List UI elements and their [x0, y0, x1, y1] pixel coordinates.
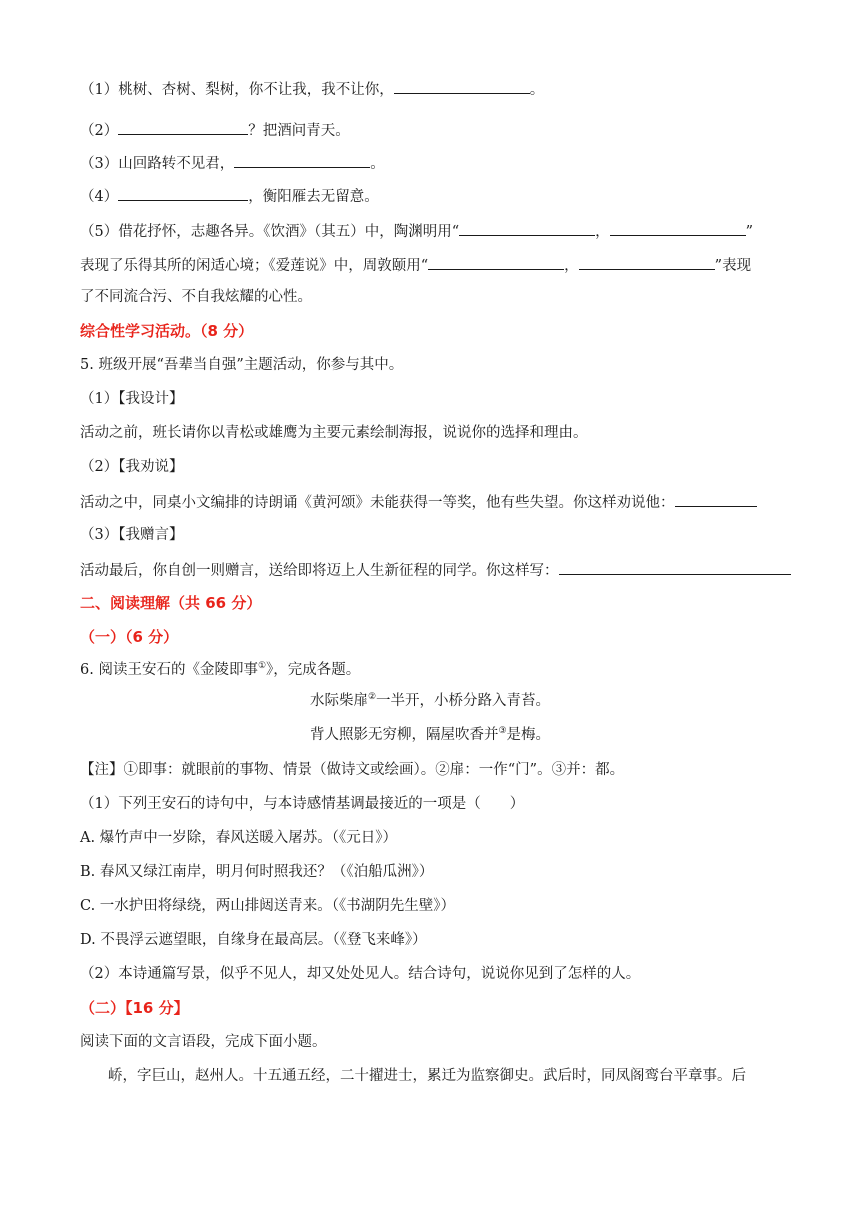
recite-q5-line2: [80, 254, 786, 276]
q-text: 。: [370, 156, 385, 172]
poem-line-1: [0, 691, 860, 711]
footnote-mark: ①: [257, 661, 267, 672]
q5-intro: 5. 班级开展“吾辈当自强”主题活动，你参与其中。: [80, 357, 404, 373]
poem-note: 【注】①即事：就眼前的事物、情景（做诗文或绘画）。②扉：一作“门”。③并：都。: [80, 762, 625, 778]
part-heading-1: （一）（6 分）: [80, 628, 179, 646]
q-text: 活动之中，同桌小文编排的诗朗诵《黄河颂》未能获得一等奖，他有些失望。你这样劝说他：: [80, 495, 675, 511]
q-text: 》，完成各题。: [266, 662, 361, 678]
option-a[interactable]: A. 爆竹声中一岁除，春风送暖入屠苏。（《元日》）: [80, 830, 397, 846]
q6-2: （2）本诗通篇写景，似乎不见人，却又处处见人。结合诗句，说说你见到了怎样的人。: [80, 966, 641, 982]
q-text: 。: [529, 82, 545, 98]
q-text: ，衡阳雁去无留意。: [248, 189, 379, 205]
answer-blank[interactable]: [428, 254, 564, 270]
recite-q2: [80, 119, 786, 141]
q-text: 活动最后，你自创一则赠言，送给即将迈上人生新征程的同学。你这样写：: [80, 563, 559, 579]
poem-text: 是梅。: [506, 727, 551, 743]
option-c[interactable]: C. 一水护田将绿绕，两山排闼送青来。（《书湖阴先生壁》）: [80, 898, 456, 914]
q-number: （4）: [80, 189, 119, 205]
q-text: ”: [745, 224, 754, 240]
section-heading-activity: 综合性学习活动。（8 分）: [80, 322, 254, 340]
recite-q1: [80, 78, 786, 100]
option-d[interactable]: D. 不畏浮云遮望眼，自缘身在最高层。（《登飞来峰》）: [80, 932, 427, 948]
part-heading-2: （二）【16 分】: [80, 999, 189, 1017]
footnote-mark: ③: [498, 726, 507, 737]
sub-title-persuade: （2）【我劝说】: [80, 459, 184, 475]
q-text: ，: [564, 258, 579, 274]
q-text: ？把酒问青天。: [248, 123, 350, 139]
q-text: 表现了乐得其所的闲适心境；《爱莲说》中，周敦颐用“: [80, 258, 429, 274]
q-number: （1）: [80, 82, 119, 98]
poem-text: 背人照影无穷柳，隔屋吹香并: [309, 727, 499, 743]
section-heading-reading: 二、阅读理解（共 66 分）: [80, 594, 262, 612]
q6-1: （1）下列王安石的诗句中，与本诗感情基调最接近的一项是（ ）: [80, 796, 525, 812]
classical-text: 峤，字巨山，赵州人。十五通五经，二十擢进士，累迁为监察御史。武后时，同凤阁鸾台平章事。后: [108, 1068, 746, 1084]
q-text: 山回路转不见君，: [118, 156, 235, 172]
answer-blank[interactable]: [459, 220, 595, 236]
q-text: ”表现: [714, 258, 752, 274]
sub-text-persuade: [80, 491, 786, 513]
q-number: （3）: [80, 156, 119, 172]
q-number: （5）: [80, 224, 119, 240]
answer-blank[interactable]: [394, 78, 530, 94]
poem-text: 一半开，小桥分路入青苔。: [376, 693, 551, 709]
answer-blank[interactable]: [118, 185, 248, 201]
answer-blank[interactable]: [118, 119, 248, 135]
answer-blank[interactable]: [234, 152, 370, 168]
answer-blank[interactable]: [610, 220, 746, 236]
poem-text: 水际柴扉: [309, 693, 368, 709]
q-text: 借花抒怀，志趣各异。《饮酒》（其五）中，陶渊明用“: [118, 224, 460, 240]
recite-q5-line3: 了不同流合污、不自我炫耀的心性。: [80, 289, 312, 305]
q-text: 6. 阅读王安石的《金陵即事: [80, 662, 258, 678]
sub-text-gift: [80, 559, 786, 581]
q-text: ，: [595, 224, 610, 240]
answer-blank[interactable]: [579, 254, 715, 270]
answer-blank[interactable]: [675, 491, 757, 507]
q-number: （2）: [80, 123, 119, 139]
sub-title-design: （1）【我设计】: [80, 391, 184, 407]
q6-intro: [80, 660, 786, 680]
answer-blank[interactable]: [559, 559, 791, 575]
option-b[interactable]: B. 春风又绿江南岸，明月何时照我还？（《泊船瓜洲》）: [80, 864, 434, 880]
sub-title-gift: （3）【我赠言】: [80, 527, 184, 543]
q-text: 桃树、杏树、梨树，你不让我，我不让你，: [118, 82, 394, 98]
part2-intro: 阅读下面的文言语段，完成下面小题。: [80, 1034, 327, 1050]
poem-line-2: [0, 725, 860, 745]
sub-text-design: 活动之前，班长请你以青松或雄鹰为主要元素绘制海报，说说你的选择和理由。: [80, 425, 588, 441]
recite-q4: [80, 185, 786, 207]
recite-q5-line1: [80, 220, 786, 242]
recite-q3: [80, 152, 786, 174]
footnote-mark: ②: [367, 692, 377, 703]
